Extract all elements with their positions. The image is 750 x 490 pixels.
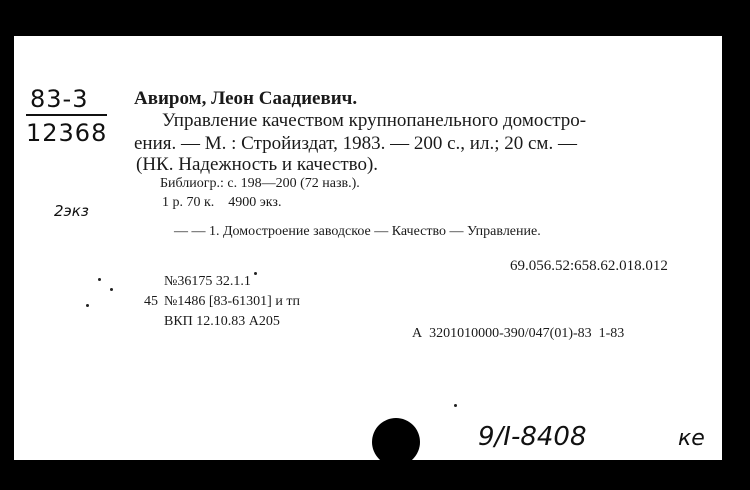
index-code: А 3201010000-390/047(01)-83 1-83 (412, 326, 625, 341)
punch-hole (372, 418, 420, 466)
margin-note: 2экз (54, 202, 89, 220)
bibliography-note: Библиогр.: с. 198—200 (72 назв.). (160, 176, 360, 191)
price-and-run: 1 р. 70 к. 4900 экз. (162, 195, 282, 210)
catalog-card (14, 36, 722, 460)
handwritten-date: 9/I-8408 (478, 422, 587, 452)
shelf-mark-top: 83-3 (26, 86, 107, 116)
record-number: №36175 32.1.1 (164, 274, 251, 289)
handwritten-initials: ке (678, 426, 705, 451)
title-line-1: Управление качеством крупнопанельного домостро- (162, 110, 587, 131)
vkp-line: ВКП 12.10.83 А205 (164, 314, 280, 329)
speck (86, 304, 89, 307)
shelf-mark (26, 86, 107, 146)
order-prefix: 45 (144, 294, 158, 309)
author-heading: Авиром, Леон Саадиевич. (134, 88, 358, 109)
speck (110, 288, 113, 291)
udc-code: 69.056.52:658.62.018.012 (510, 258, 668, 274)
subject-headings: — — 1. Домостроение заводское — Качество — Управление. (174, 224, 541, 239)
title-line-3: (НК. Надежность и качество). (136, 154, 379, 175)
shelf-mark-bottom: 12368 (26, 119, 108, 147)
speck (98, 278, 101, 281)
order-line: №1486 [83-61301] и тп (164, 294, 300, 309)
speck (454, 404, 457, 407)
title-line-2: ения. — М. : Стройиздат, 1983. — 200 с., ил.; 20 см. — (134, 133, 577, 154)
speck (254, 272, 257, 275)
